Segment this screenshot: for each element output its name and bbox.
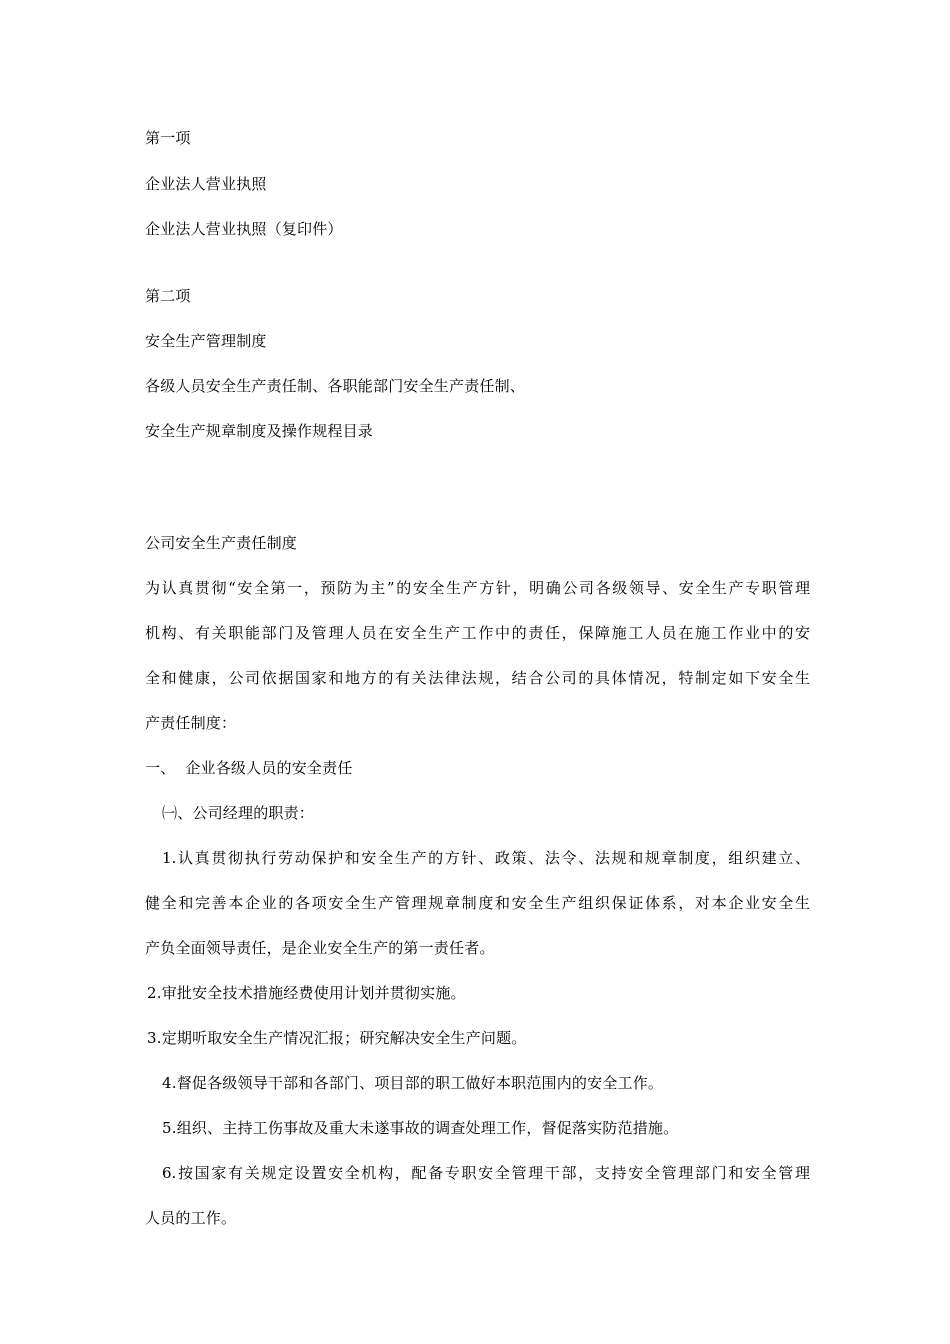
section1-title: 企业法人营业执照: [145, 175, 267, 193]
intro-line: 为认真贯彻“安全第一，预防为主”的安全生产方针，明确公司各级领导、安全生产专职管理: [145, 579, 810, 597]
chapter1-heading: 一、 企业各级人员的安全责任: [145, 759, 353, 777]
section2-item-line2: 安全生产规章制度及操作规程目录: [145, 422, 374, 440]
duty6-line: 6.按国家有关规定设置安全机构，配备专职安全管理干部，支持安全管理部门和安全管理: [162, 1164, 810, 1182]
section1-heading: 第一项: [145, 129, 191, 147]
duty3: 3.定期听取安全生产情况汇报；研究解决安全生产问题。: [147, 1029, 527, 1047]
intro-line: 全和健康，公司依据国家和地方的有关法律法规，结合公司的具体情况，特制定如下安全生: [145, 669, 810, 687]
duty1-line: 产负全面领导责任，是企业安全生产的第一责任者。: [145, 939, 495, 957]
subsection1-heading: ㈠、公司经理的职责：: [162, 804, 315, 822]
intro-line: 产责任制度：: [145, 714, 237, 732]
duty1-line: 1.认真贯彻执行劳动保护和安全生产的方针、政策、法令、法规和规章制度，组织建立、: [162, 849, 810, 867]
policy-title: 公司安全生产责任制度: [145, 534, 298, 552]
duty1-line: 健全和完善本企业的各项安全生产管理规章制度和安全生产组织保证体系，对本企业安全生: [145, 894, 810, 912]
section2-heading: 第二项: [145, 287, 191, 305]
duty2: 2.审批安全技术措施经费使用计划并贯彻实施。: [147, 984, 466, 1002]
section1-item: 企业法人营业执照（复印件）: [145, 220, 343, 238]
intro-line: 机构、有关职能部门及管理人员在安全生产工作中的责任，保障施工人员在施工作业中的安: [145, 624, 810, 642]
duty6-line: 人员的工作。: [145, 1209, 237, 1227]
duty4: 4.督促各级领导干部和各部门、项目部的职工做好本职范围内的安全工作。: [162, 1074, 664, 1092]
section2-item-line1: 各级人员安全生产责任制、各职能部门安全生产责任制、: [145, 377, 526, 395]
section2-title: 安全生产管理制度: [145, 332, 267, 350]
duty5: 5.组织、主持工伤事故及重大未遂事故的调查处理工作，督促落实防范措施。: [162, 1119, 679, 1137]
